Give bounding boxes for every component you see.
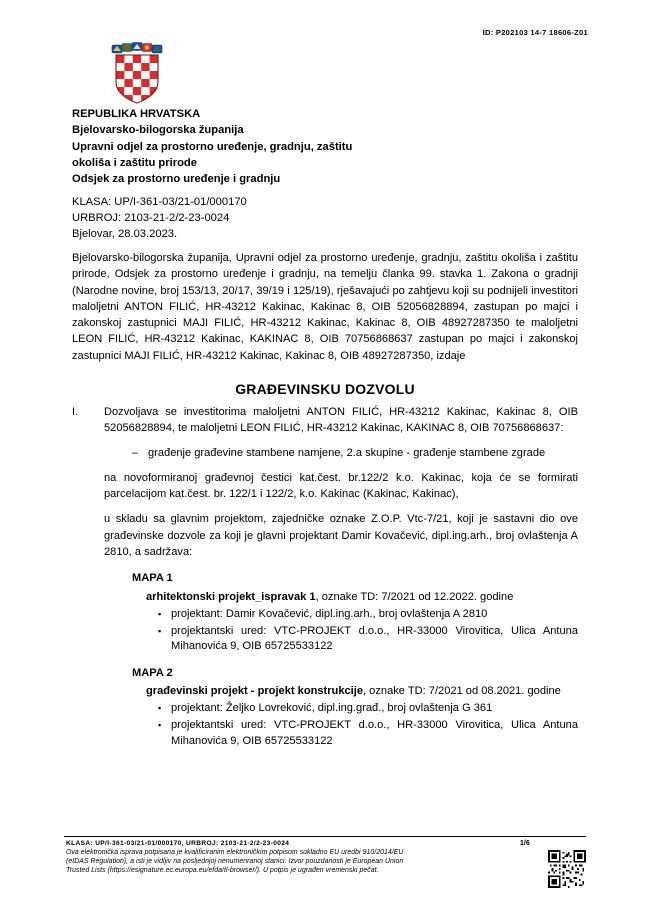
list-item xyxy=(158,701,578,717)
bullet-text: projektant: Damir Kovačević, dipl.ing.arh., broj ovlaštenja A 2810 xyxy=(171,607,488,620)
header-line-county: Bjelovarsko-bilogorska županija xyxy=(72,124,244,137)
document-id: ID: P202103 14-7 18606-Z01 xyxy=(482,28,588,37)
mapa-project-rest: , oznake TD: 7/2021 od 08.2021. godine xyxy=(363,685,561,698)
section-one xyxy=(72,404,578,749)
mapa-group-1 xyxy=(132,570,578,654)
permit-scope-text: građenje građevine stambene namjene, 2.a skupine - građenje stambene zgrade xyxy=(148,446,546,459)
mapa-title: MAPA 1 xyxy=(132,572,173,585)
mapa-bullets xyxy=(158,607,578,655)
header-line-department-1: Upravni odjel za prostorno uređenje, gradnju, zaštitu xyxy=(72,140,353,153)
place-and-date: Bjelovar, 28.03.2023. xyxy=(72,228,178,241)
header-line-section: Odsjek za prostorno uređenje i gradnju xyxy=(72,173,281,186)
list-item xyxy=(158,624,578,655)
mapa-project-line xyxy=(146,683,578,699)
square-bullet-icon: ▪ xyxy=(158,608,162,619)
header-line-republic: REPUBLIKA HRVATSKA xyxy=(72,108,201,120)
dash-bullet-icon: – xyxy=(132,446,139,459)
bullet-text: projektantski ured: VTC-PROJEKT d.o.o., HR-33000 Virovitica, Ulica Antuna Mihanovića 9, OIB 65725533122 xyxy=(171,624,578,653)
bullet-text: projektant: Željko Lovreković, dipl.ing.građ., broj ovlaštenja G 361 xyxy=(171,702,493,715)
page-title: GRAĐEVINSKU DOZVOLU xyxy=(235,381,415,397)
mapa-project-name: građevinski projekt - projekt konstrukcije xyxy=(146,685,364,698)
list-item xyxy=(158,718,578,749)
issuing-authority-header xyxy=(72,106,532,187)
footer-reference: KLASA: UP/I-361-03/21-01/000170, URBROJ: 2103-21-2/2-23-0024 xyxy=(66,840,290,847)
square-bullet-icon: ▪ xyxy=(158,719,162,730)
footer-divider xyxy=(64,836,586,837)
mapa-bullets xyxy=(158,701,578,749)
section-one-row xyxy=(72,404,578,437)
mapa-project-line xyxy=(146,589,578,605)
croatian-coat-of-arms-icon xyxy=(108,42,166,104)
header-line-department-2: okoliša i zaštitu prirode xyxy=(72,156,197,169)
mapa-project-name: arhitektonski projekt_ispravak 1 xyxy=(146,590,316,603)
footer-block xyxy=(66,840,506,876)
reference-block xyxy=(72,194,472,243)
permit-scope-item xyxy=(132,445,578,461)
klasa-number: KLASA: UP/I-361-03/21-01/000170 xyxy=(72,196,247,208)
intro-paragraph: Bjelovarsko-bilogorska županija, Upravni odjel za prostorno uređenje, gradnju, zaštitu okoliša i zaštitu prirode, Odsjek za prostorno uređenje i gradnju, na temelju članka 99. stavka 1. Zakona o gradnji (Narodne novine, broj 153/13, 20/17, 39/19 i 125/19), rješavajuć́i po zahtjevu koji su podnijeli investitori maloljetni ANTON FILIĆ, HR-43212 Kakinac, Kakinac 8, OIB 52056828894, zastupan po majci i zakonskoj zastupnici MAJI FILIĆ, HR-43212 Kakinac, Kakinac 8, OIB 48927287350 te maloljetni LEON FILIĆ, HR-43212 Kakinac, KAKINAC 8, OIB 70756868637 zastupan po majci i zakonskoj zastupnici MAJI FILIĆ, HR-43212 Kakinac, Kakinac 8, OIB 48927287350, izdaje xyxy=(72,252,578,362)
mapa-project-rest: , oznake TD: 7/2021 od 12.2022. godine xyxy=(315,590,514,603)
footer-signature-note xyxy=(66,848,506,876)
parcel-paragraph: na novoformiranoj građevnoj čestici kat.čest. br.122/2 k.o. Kakinac, koja će se formirati parcelacijom kat.čest. br. 122/1 i 122/2, k.o. Kakinac (Kakinac, Kakinac), xyxy=(104,471,578,501)
main-project-paragraph: u skladu sa glavnim projektom, zajedničke oznake Z.O.P. Vtc-7/21, koji je sastavni dio ove građevinske dozvole za koji je glavni projektant Damir Kovačević, dipl.ing.arh., broj ovlaštenja A 2810, a sadržava: xyxy=(104,513,578,559)
page-number: 1/6 xyxy=(520,840,530,847)
footer-note-line-1: Ova elektronička isprava potpisana je kvalificiranim elektroničkim potpisom sukladno EU uredbi 910/2014/EU xyxy=(66,849,404,856)
footer-note-line-2: (eIDAS Regulation), a isti je vidljiv na posljednjoj nenumeriranoj stanici. Izvor pouzdanosti je European Union xyxy=(66,858,404,866)
bullet-text: projektantski ured: VTC-PROJEKT d.o.o., HR-33000 Virovitica, Ulica Antuna Mihanovića 9, OIB 65725533122 xyxy=(171,718,578,747)
mapa-title: MAPA 2 xyxy=(132,666,173,679)
square-bullet-icon: ▪ xyxy=(158,625,162,636)
square-bullet-icon: ▪ xyxy=(158,703,162,714)
list-item xyxy=(158,607,578,623)
mapa-group-2 xyxy=(132,665,578,749)
section-lead-text: Dozvoljava se investitorima maloljetni ANTON FILIĆ, HR-43212 Kakinac, Kakinac 8, OIB 52056828894, te maloljetni LEON FILIĆ, HR-43212 Kakinac, KAKINAC 8, OIB 70756868637: xyxy=(104,406,578,435)
qr-code xyxy=(548,850,586,888)
footer-note-line-3: Trusted Lists (https://esignature.ec.europa.eu/efda/tl-browser/). U potpis je ugrađen vremenski pečat. xyxy=(66,867,379,875)
section-numeral: I. xyxy=(72,406,79,418)
urbroj-number: URBROJ: 2103-21-2/2-23-0024 xyxy=(72,212,230,225)
